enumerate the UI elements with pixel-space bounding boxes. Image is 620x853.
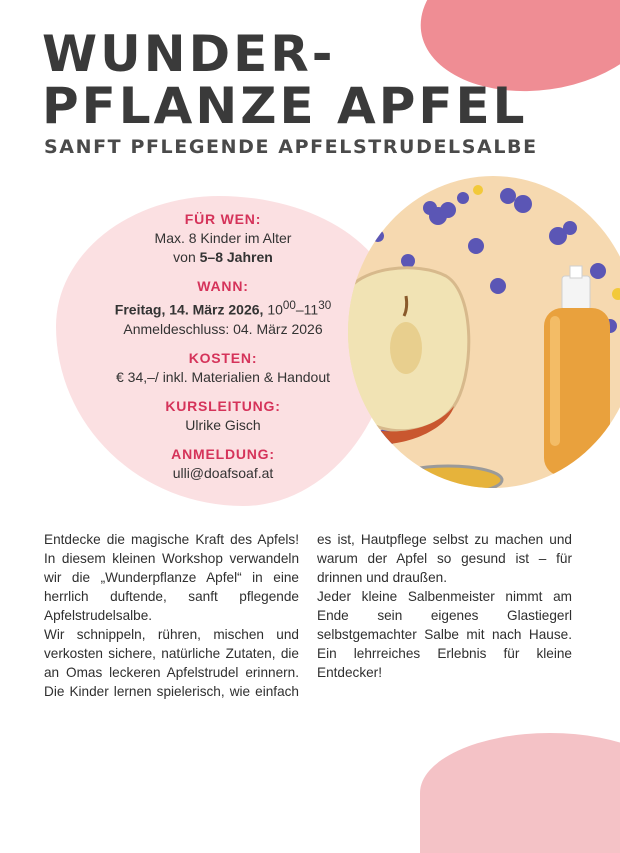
label-anmeldung: ANMELDUNG: <box>171 445 275 462</box>
info-box <box>58 210 388 483</box>
target-group-line: Max. 8 Kinder im Alter <box>154 230 292 246</box>
instructor-name: Ulrike Gisch <box>185 416 261 433</box>
start-hour: 10 <box>267 301 283 318</box>
decor-blob-bottom <box>420 733 620 853</box>
time-separator: – <box>295 301 304 318</box>
title-line-2: PFLANZE APFEL <box>42 77 528 135</box>
glass-jar <box>394 466 502 488</box>
age-prefix: von <box>173 249 200 265</box>
page-subtitle: SANFT PFLEGENDE APFELSTRUDELSALBE <box>44 136 538 158</box>
description-text <box>44 530 572 701</box>
page-title <box>42 25 528 135</box>
label-kursleitung: KURSLEITUNG: <box>165 397 281 414</box>
registration-email[interactable]: ulli@doafsoaf.at <box>172 464 274 481</box>
age-line <box>58 248 388 267</box>
description-paragraph-1: Entdecke die magische Kraft des Apfels! In diesem kleinen Workshop verwandeln wir die „Wunderpflanze Apfel“ in eine herrlich duftende, sanft pflegende Apfelstrudelsalbe. <box>44 532 299 623</box>
event-date: Freitag, 14. März 2026, <box>114 301 264 318</box>
serum-bottle <box>544 266 610 476</box>
label-fuer-wen: FÜR WEN: <box>184 211 262 227</box>
description-paragraph-3: Jeder kleine Salbenmeister nimmt am Ende sein eigenes Glastiegerl selbstgemachter Salbe mit nach Hause. Ein lehrreiches Erlebnis für kleine Entdecker! <box>317 589 572 680</box>
apple-salve-photo <box>348 176 620 488</box>
price-text: € 34,–/ inkl. Materialien & Handout <box>115 368 330 385</box>
end-minutes: 30 <box>318 299 332 312</box>
photo-illustration <box>348 176 620 488</box>
title-line-1: WUNDER- <box>42 25 336 83</box>
end-hour: 11 <box>303 301 319 318</box>
registration-deadline: Anmeldeschluss: 04. März 2026 <box>123 320 323 337</box>
label-wann: WANN: <box>197 278 249 294</box>
description-paragraph-2: Wir schnippeln, rühren, mischen und verkosten sichere, natürliche Zutaten, die an Omas leckeren Apfelstrudel erinnern. Die Kinder lernen spielerisch, wie einfach es ist, Hautpflege selbst zu machen und warum der Apfel so gesund ist – für drinnen und draußen. <box>44 532 572 699</box>
label-kosten: KOSTEN: <box>188 349 258 366</box>
age-range: 5–8 Jahren <box>199 249 273 265</box>
date-time-line <box>58 296 388 320</box>
start-minutes: 00 <box>282 299 296 312</box>
